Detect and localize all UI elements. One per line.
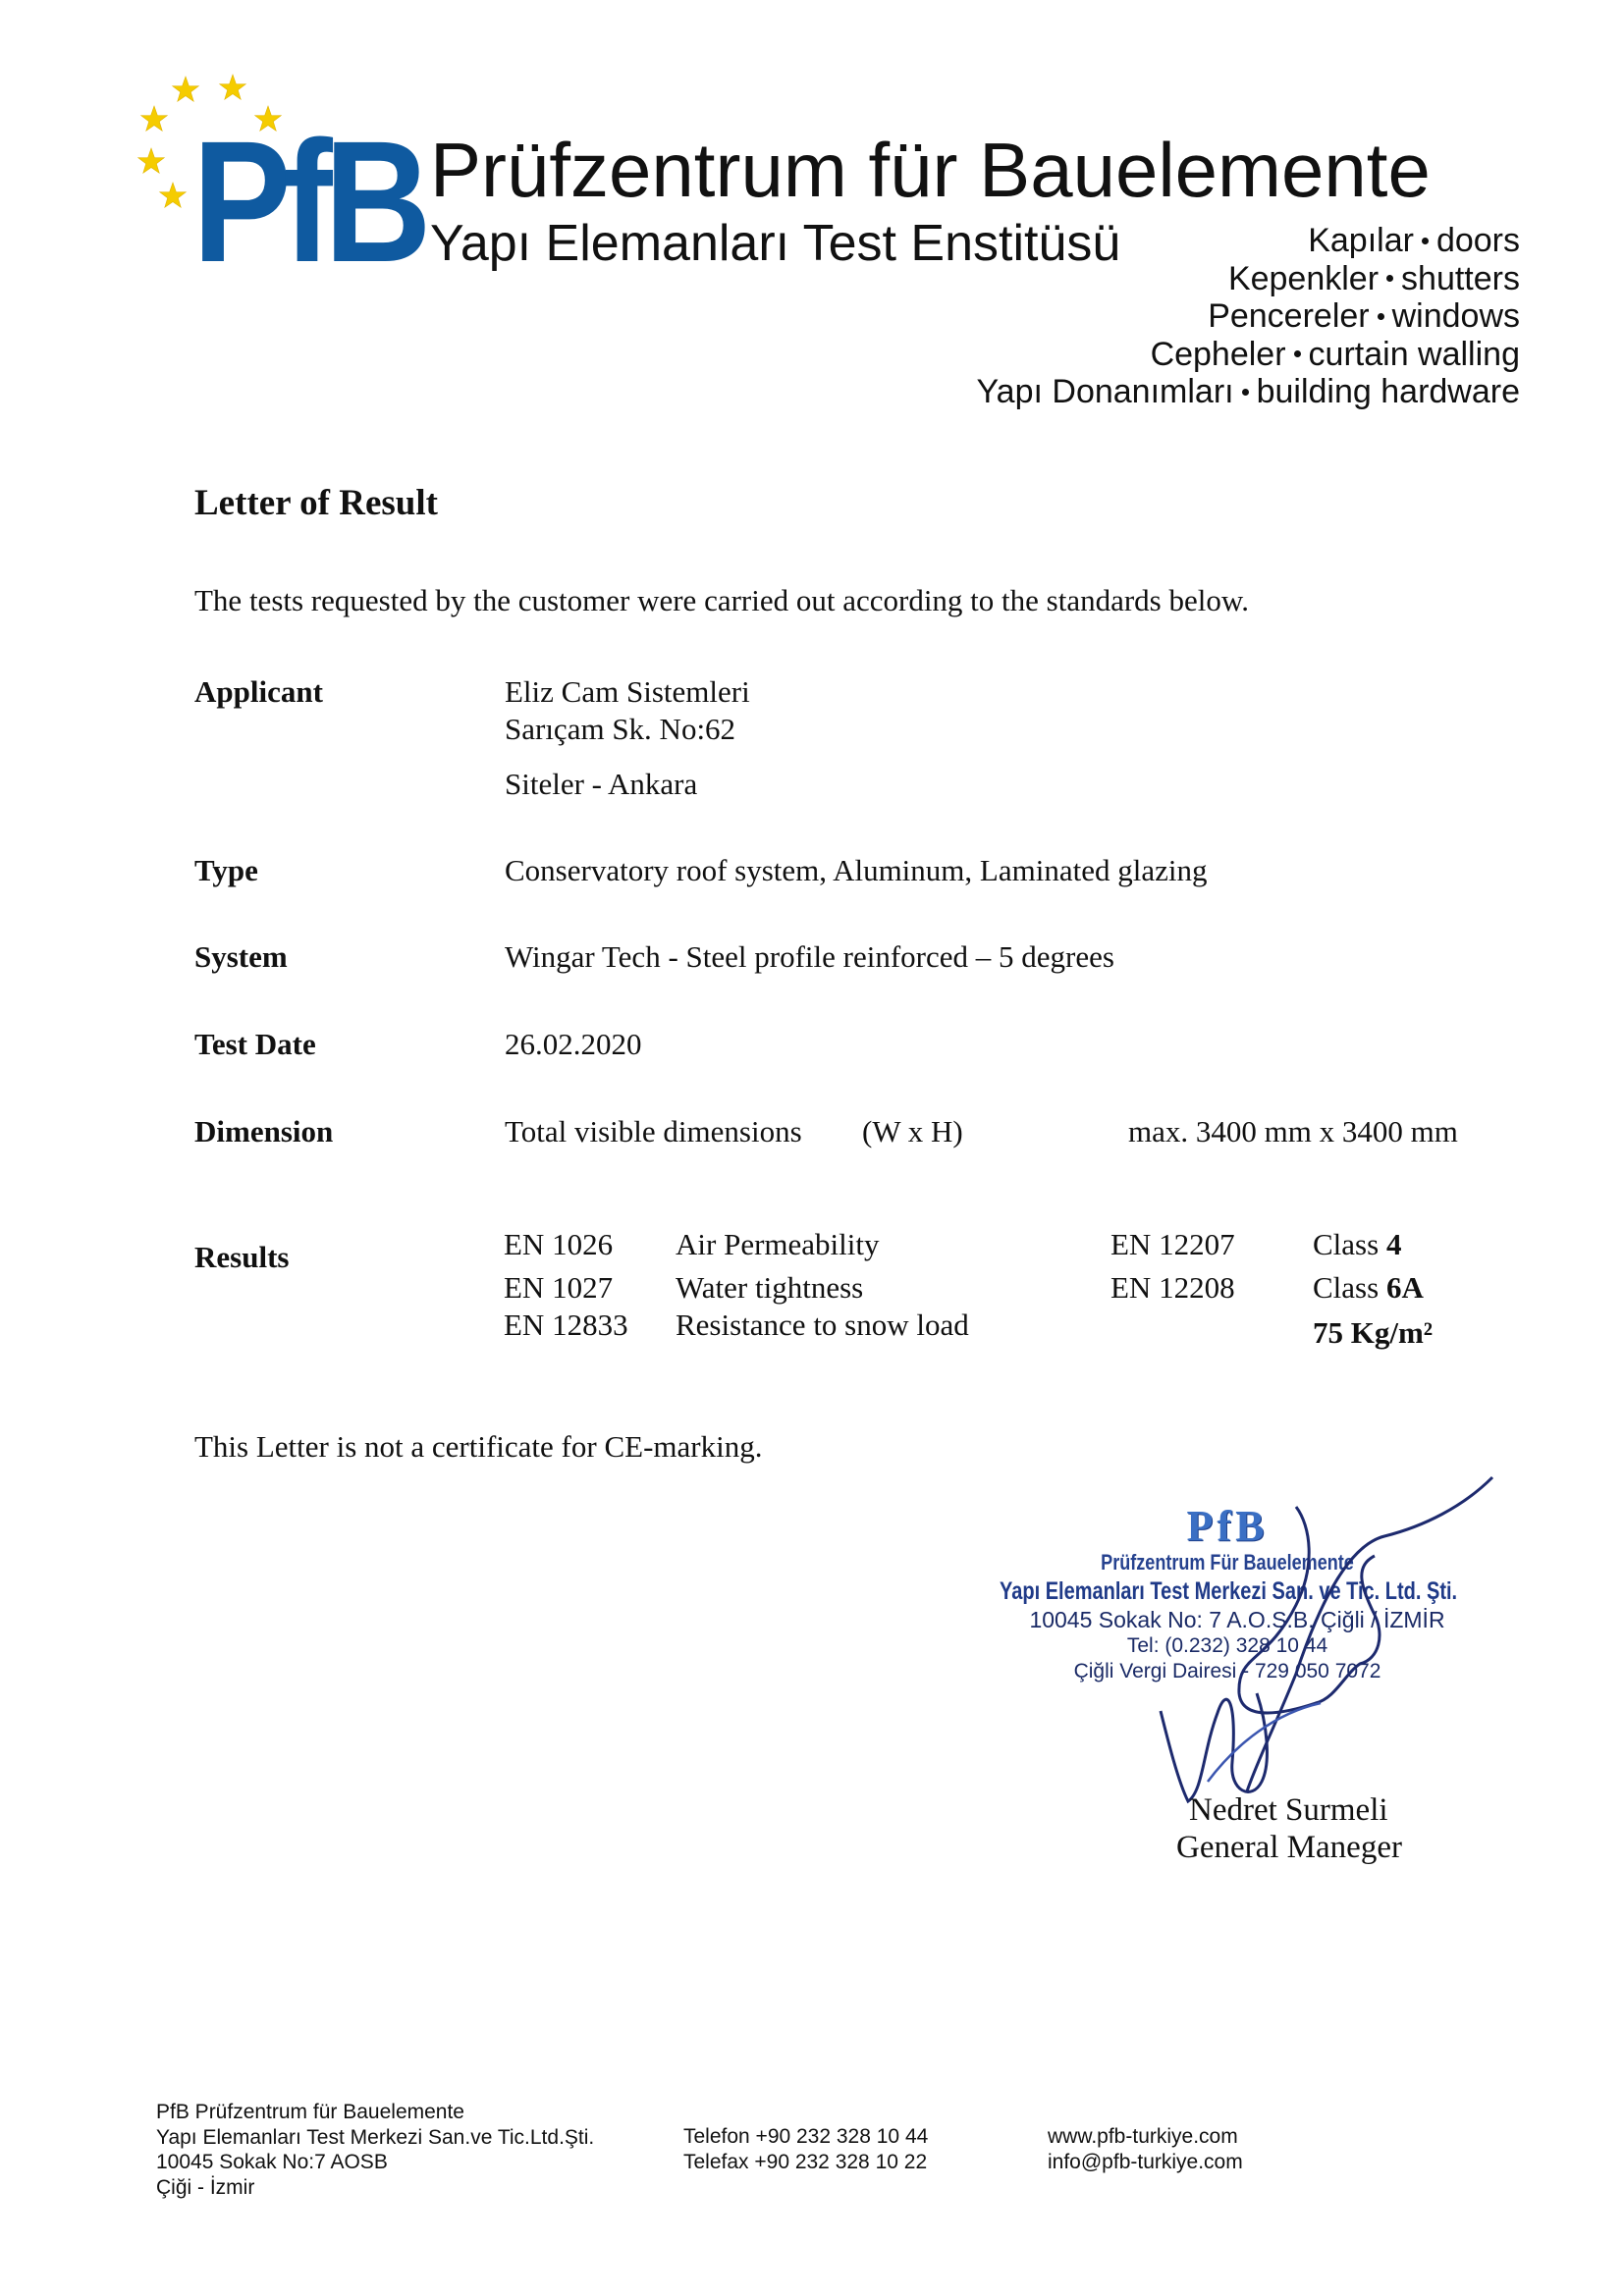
footer-phone: Telefon +90 232 328 10 44 (683, 2125, 929, 2148)
system-value: Wingar Tech - Steel profile reinforced – 5 degrees (505, 939, 1114, 974)
service-item: Pencereler windows (1208, 297, 1520, 335)
results-label: Results (194, 1240, 290, 1274)
document-title: Letter of Result (194, 483, 438, 523)
stamp-address: 10045 Sokak No: 7 A.O.S.B. Çiğli / İZMİR (1029, 1607, 1445, 1632)
test-standard: EN 1027 (504, 1270, 614, 1305)
star-icon (160, 183, 187, 207)
star-icon (173, 77, 199, 101)
type-label: Type (194, 853, 258, 887)
stamp-logo: PfB (1186, 1502, 1269, 1550)
institute-subtitle: Yapı Elemanları Test Enstitüsü (430, 215, 1121, 272)
test-date-value: 26.02.2020 (505, 1027, 642, 1061)
applicant-name: Eliz Cam Sistemleri (505, 674, 750, 709)
pfb-logo: PfB (192, 106, 423, 298)
type-value: Conservatory roof system, Aluminum, Laminated glazing (505, 853, 1208, 887)
dimension-value: max. 3400 mm x 3400 mm (1128, 1114, 1458, 1148)
bullet-icon (1378, 313, 1384, 320)
test-name: Air Permeability (676, 1227, 880, 1261)
bullet-icon (1386, 275, 1393, 282)
dimension-unit: (W x H) (862, 1114, 963, 1148)
service-item: Kapılar doors (1308, 222, 1520, 259)
test-name: Resistance to snow load (676, 1308, 969, 1342)
footer-online (1048, 2124, 1243, 2174)
stamp-phone: Tel: (0.232) 328 10 44 (1126, 1634, 1328, 1657)
classification-result: Class 6A (1313, 1270, 1424, 1305)
applicant-address-line2: Siteler - Ankara (505, 767, 698, 801)
footer-contact (683, 2124, 928, 2174)
institute-title: Prüfzentrum für Bauelemente (430, 127, 1431, 213)
signature-icon (1149, 1468, 1502, 1821)
service-item: Cepheler curtain walling (1150, 335, 1520, 373)
classification-result: 75 Kg/m² (1313, 1315, 1434, 1350)
dimension-label: Dimension (194, 1114, 334, 1148)
stamp-company-name: Prüfzentrum Für Bauelemente (1101, 1550, 1354, 1575)
footer-website-link[interactable]: www.pfb-turkiye.com (1048, 2125, 1238, 2148)
service-item: Kepenkler shutters (1227, 259, 1520, 297)
test-date-label: Test Date (194, 1027, 316, 1061)
dimension-description: Total visible dimensions (505, 1114, 802, 1148)
footer-company: PfB Prüfzentrum für Bauelemente Yapı Elemanları Test Merkezi San.ve Tic.Ltd.Şti. 10045 Sokak No:7 AOSB Çiği - İzmir (156, 2101, 595, 2199)
bullet-icon (1242, 389, 1249, 396)
bullet-icon (1422, 238, 1429, 244)
star-icon (138, 148, 165, 173)
applicant-label: Applicant (194, 674, 323, 709)
test-standard: EN 12833 (504, 1308, 628, 1342)
classification-standard: EN 12207 (1110, 1227, 1235, 1261)
classification-standard: EN 12208 (1110, 1270, 1235, 1305)
star-icon (141, 106, 168, 131)
service-item: Yapı Donanımları building hardware (976, 373, 1520, 410)
disclaimer: This Letter is not a certificate for CE-marking. (194, 1429, 763, 1464)
signatory-title: General Maneger (1176, 1830, 1402, 1865)
classification-result: Class 4 (1313, 1227, 1402, 1261)
star-icon (220, 75, 246, 99)
intro-text: The tests requested by the customer were carried out according to the standards below. (194, 583, 1249, 617)
test-standard: EN 1026 (504, 1227, 614, 1261)
service-list (977, 222, 1520, 411)
stamp-legal-name: Yapı Elemanları Test Merkezi San. ve Tic. Ltd. Şti. (1000, 1577, 1458, 1605)
system-label: System (194, 939, 288, 974)
footer-fax: Telefax +90 232 328 10 22 (683, 2150, 928, 2173)
bullet-icon (1294, 350, 1301, 357)
test-name: Water tightness (676, 1270, 864, 1305)
signatory-name: Nedret Surmeli (1189, 1792, 1388, 1828)
applicant-address-line1: Sarıçam Sk. No:62 (505, 712, 736, 746)
stamp-tax-office: Çiğli Vergi Dairesi - 729 050 7072 (1073, 1660, 1381, 1682)
footer-email-link[interactable]: info@pfb-turkiye.com (1048, 2150, 1243, 2173)
